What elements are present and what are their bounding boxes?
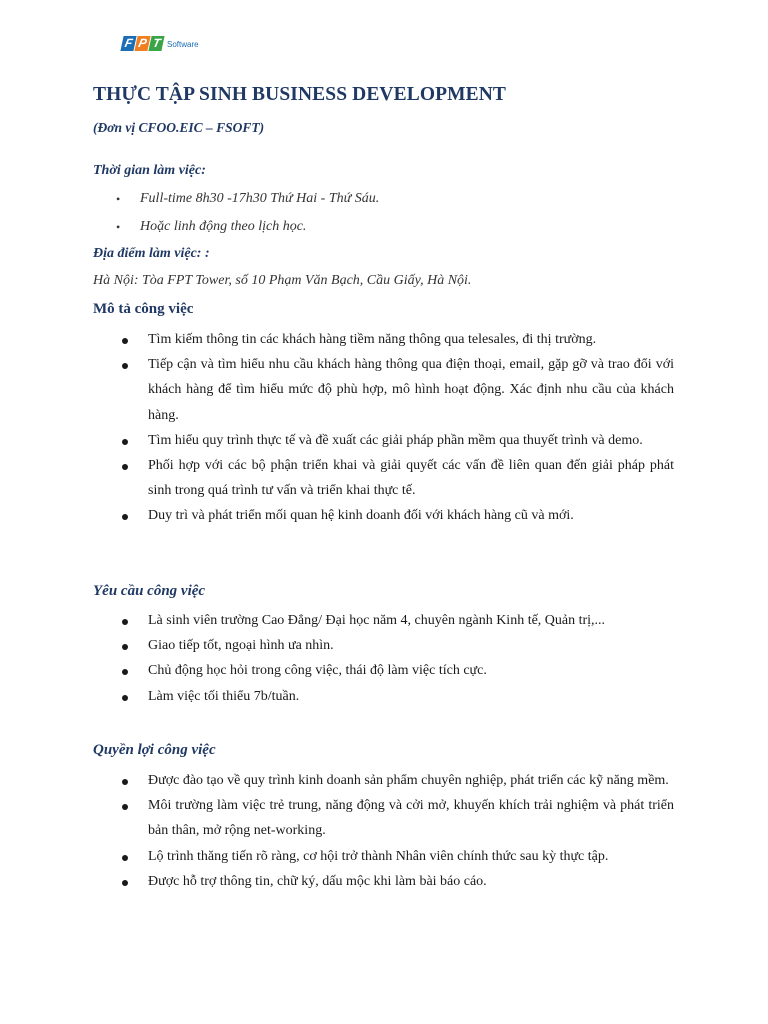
list-item: Là sinh viên trường Cao Đẳng/ Đại học năm 4, chuyên ngành Kinh tế, Quản trị,... bbox=[120, 608, 674, 633]
logo-subtitle: Software bbox=[167, 40, 199, 49]
benefits-list bbox=[120, 768, 674, 894]
bullet-icon: • bbox=[116, 192, 121, 206]
list-item: Tìm kiếm thông tin các khách hàng tiềm năng thông qua telesales, đi thị trường. bbox=[120, 327, 674, 352]
work-location-address: Hà Nội: Tòa FPT Tower, số 10 Phạm Văn Bạch, Cầu Giấy, Hà Nội. bbox=[93, 273, 472, 288]
bullet-icon bbox=[122, 514, 128, 520]
bullet-icon bbox=[122, 644, 128, 650]
list-item: Giao tiếp tốt, ngoại hình ưa nhìn. bbox=[120, 633, 674, 658]
list-item: Môi trường làm việc trẻ trung, năng động và cởi mở, khuyến khích trải nghiệm và phát triển bản thân, mở rộng net-working. bbox=[120, 793, 674, 843]
bullet-icon bbox=[122, 779, 128, 785]
section-heading-requirements: Yêu cầu công việc bbox=[93, 583, 206, 599]
logo-letter-t: T bbox=[148, 36, 164, 51]
bullet-icon bbox=[122, 855, 128, 861]
bullet-icon bbox=[122, 439, 128, 445]
bullet-icon bbox=[122, 363, 128, 369]
work-time-label: Thời gian làm việc: bbox=[93, 163, 206, 178]
bullet-icon bbox=[122, 464, 128, 470]
fpt-software-logo bbox=[122, 32, 199, 54]
section-heading-benefits: Quyền lợi công việc bbox=[93, 742, 216, 758]
list-item: Được hỗ trợ thông tin, chữ ký, dấu mộc khi làm bài báo cáo. bbox=[120, 869, 674, 894]
logo-letter-f: F bbox=[120, 36, 136, 51]
section-heading-description: Mô tả công việc bbox=[93, 301, 194, 317]
bullet-icon: • bbox=[116, 220, 121, 234]
description-list bbox=[120, 327, 674, 529]
bullet-icon bbox=[122, 804, 128, 810]
list-item: Chủ động học hỏi trong công việc, thái độ làm việc tích cực. bbox=[120, 658, 674, 683]
work-location-label: Địa điểm làm việc: : bbox=[93, 246, 210, 261]
bullet-icon bbox=[122, 669, 128, 675]
bullet-icon bbox=[122, 695, 128, 701]
page-title: THỰC TẬP SINH BUSINESS DEVELOPMENT bbox=[93, 84, 506, 105]
work-time-item: Full-time 8h30 -17h30 Thứ Hai - Thứ Sáu. bbox=[140, 191, 380, 206]
requirements-list bbox=[120, 608, 674, 709]
fpt-logo-mark bbox=[122, 36, 163, 51]
list-item: Được đào tạo về quy trình kinh doanh sản phẩm chuyên nghiệp, phát triển các kỹ năng mềm. bbox=[120, 768, 674, 793]
logo-letter-p: P bbox=[134, 36, 150, 51]
unit-subtitle: (Đơn vị CFOO.EIC – FSOFT) bbox=[93, 120, 265, 135]
list-item: Duy trì và phát triển mối quan hệ kinh doanh đối với khách hàng cũ và mới. bbox=[120, 503, 674, 528]
bullet-icon bbox=[122, 338, 128, 344]
work-time-item: Hoặc linh động theo lịch học. bbox=[140, 219, 307, 234]
list-item: Phối hợp với các bộ phận triển khai và giải quyết các vấn đề liên quan đến giải pháp phát sinh trong quá trình tư vấn và triển khai thực tế. bbox=[120, 453, 674, 503]
list-item: Làm việc tối thiểu 7b/tuần. bbox=[120, 684, 674, 709]
list-item: Tìm hiểu quy trình thực tế và đề xuất các giải pháp phần mềm qua thuyết trình và demo. bbox=[120, 428, 674, 453]
list-item: Tiếp cận và tìm hiểu nhu cầu khách hàng thông qua điện thoại, email, gặp gỡ và trao đổi với khách hàng để tìm hiểu mức độ phù hợp, mô hình hoạt động. Xác định nhu cầu của khách hàng. bbox=[120, 352, 674, 428]
list-item: Lộ trình thăng tiến rõ ràng, cơ hội trở thành Nhân viên chính thức sau kỳ thực tập. bbox=[120, 844, 674, 869]
bullet-icon bbox=[122, 880, 128, 886]
bullet-icon bbox=[122, 619, 128, 625]
